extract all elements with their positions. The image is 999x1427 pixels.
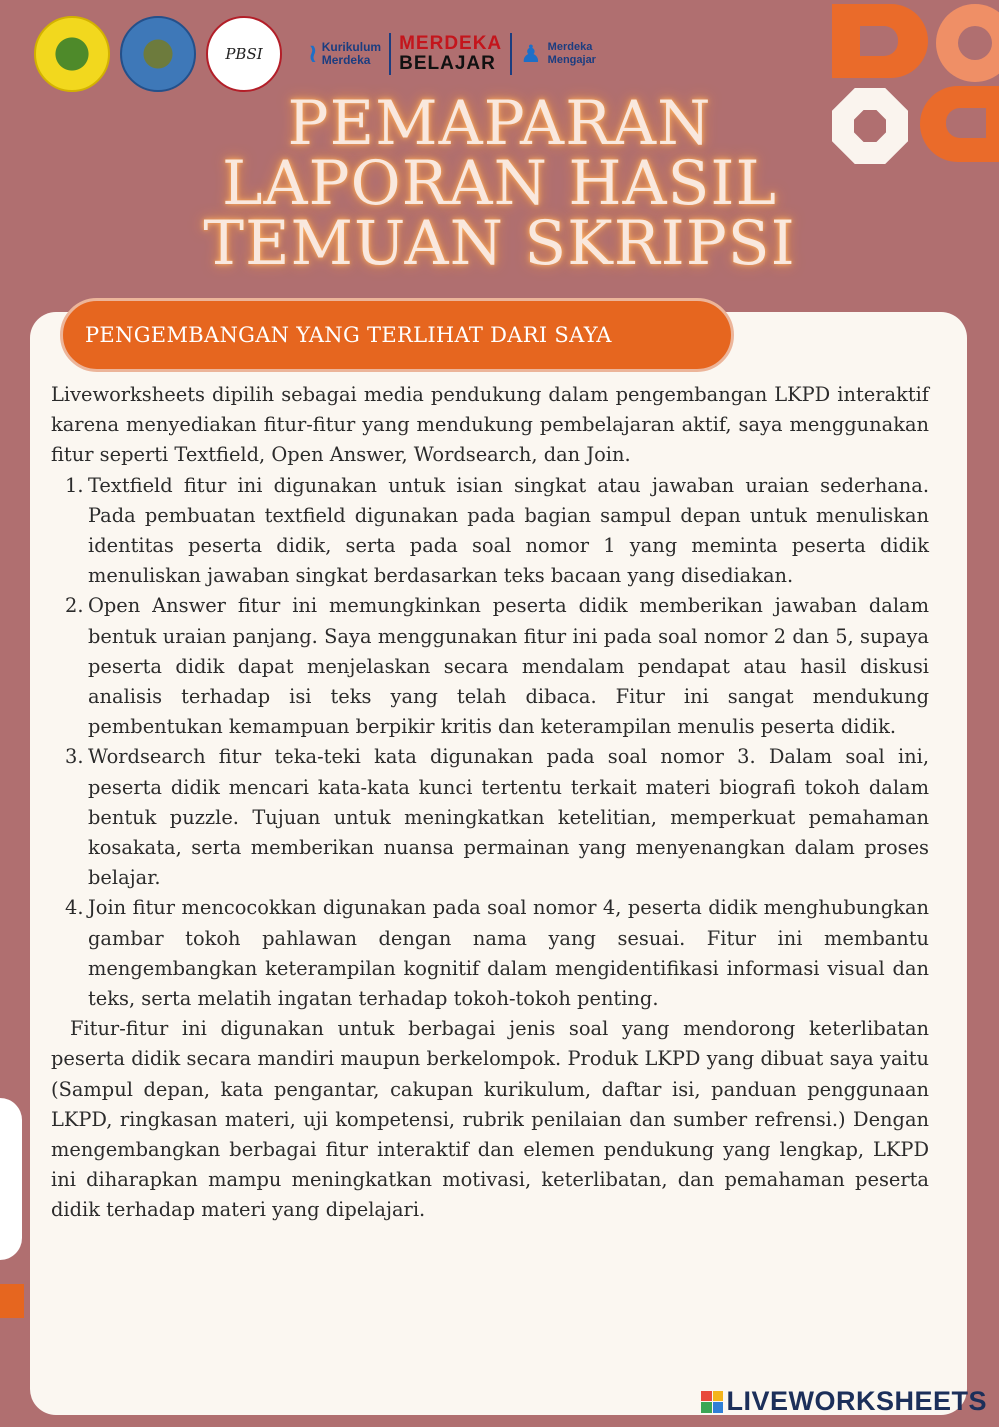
list-number: 3. bbox=[65, 745, 84, 769]
list-item-text: Textfield fitur ini digunakan untuk isian singkat atau jawaban uraian sederhana. Pada pembuatan textfield digunakan pada bagian sampul depan untuk menuliskan identitas peserta didik, serta pada soal nomor 1 yang meminta peserta didik menuliskan jawaban singkat berdasarkan teks bacaan yang disediakan. bbox=[88, 473, 929, 588]
merdeka-mengajar-line1: Merdeka bbox=[547, 41, 593, 53]
intro-paragraph: Liveworksheets dipilih sebagai media pendukung dalam pengembangan LKPD interaktif karena menyediakan fitur-fitur yang mendukung pembelajaran aktif, saya menggunakan fitur seperti Textfield, Open Answer, Wordsearch, dan Join. bbox=[51, 383, 929, 467]
list-item bbox=[51, 742, 929, 893]
pbsi-logo-text: PBSI bbox=[225, 45, 263, 63]
title-line-3: TEMUAN SKRIPSI bbox=[203, 208, 796, 279]
decorative-ring-shape bbox=[936, 4, 999, 82]
logo-divider bbox=[389, 33, 391, 75]
feature-list bbox=[51, 471, 929, 1015]
merdeka-mengajar-line2: Mengajar bbox=[547, 54, 596, 66]
logo-bar bbox=[34, 14, 596, 94]
merdeka-belajar-logo bbox=[399, 34, 502, 74]
section-heading: PENGEMBANGAN YANG TERLIHAT DARI SAYA bbox=[60, 298, 734, 372]
university-seal-logo bbox=[34, 16, 110, 92]
decorative-left-arc bbox=[0, 1098, 22, 1260]
list-item bbox=[51, 893, 929, 1014]
logo-divider bbox=[510, 33, 512, 75]
list-number: 1. bbox=[65, 473, 84, 497]
list-number: 2. bbox=[65, 594, 84, 618]
merdeka-belajar-line1: MERDEKA bbox=[399, 33, 503, 54]
liveworksheets-watermark bbox=[701, 1386, 987, 1417]
kurikulum-merdeka-logo bbox=[308, 39, 381, 69]
pbsi-logo bbox=[206, 16, 282, 92]
merdeka-belajar-line2: BELAJAR bbox=[399, 53, 496, 74]
list-number: 4. bbox=[65, 896, 84, 920]
list-item-text: Join fitur mencocokkan digunakan pada soal nomor 4, peserta didik menghubungkan gambar tokoh pahlawan dengan nama yang sesuai. Fitur ini membantu mengembangkan keterampilan kognitif dalam mengidentifikasi informasi visual dan teks, serta melatih ingatan terhadap tokoh-tokoh penting. bbox=[88, 896, 929, 1011]
title-line-2: LAPORAN HASIL bbox=[221, 148, 777, 219]
list-item bbox=[51, 471, 929, 592]
list-item bbox=[51, 591, 929, 742]
kurikulum-line2: Merdeka bbox=[321, 53, 371, 67]
decorative-d-shape bbox=[832, 4, 928, 78]
liveworksheets-logo-icon bbox=[701, 1391, 723, 1413]
kurikulum-figure-icon: ≀ bbox=[308, 39, 318, 69]
faculty-seal-logo bbox=[120, 16, 196, 92]
body-text bbox=[51, 380, 929, 1226]
list-item-text: Wordsearch fitur teka-teki kata digunakan pada soal nomor 3. Dalam soal ini, peserta didik mencari kata-kata kunci tertentu terkait materi biografi tokoh dalam bentuk puzzle. Tujuan untuk meningkatkan ketelitian, memperkuat pemahaman kosakata, serta memberikan nuansa permainan yang menyenangkan dalam proses belajar. bbox=[88, 745, 929, 890]
watermark-text: LIVEWORKSHEETS bbox=[726, 1386, 987, 1416]
merdeka-mengajar-logo bbox=[520, 40, 596, 68]
decorative-left-block bbox=[0, 1284, 24, 1318]
merdeka-mengajar-figure-icon: ♟ bbox=[520, 40, 542, 68]
list-item-text: Open Answer fitur ini memungkinkan peserta didik memberikan jawaban dalam bentuk uraian panjang. Saya menggunakan fitur ini pada soal nomor 2 dan 5, supaya peserta didik dapat menjelaskan secara mendalam pendapat atau hasil diskusi analisis terhadap isi teks yang telah dibaca. Fitur ini sangat mendukung pembentukan kemampuan berpikir kritis dan keterampilan menulis peserta didik. bbox=[88, 594, 929, 739]
title-line-1: PEMAPARAN bbox=[287, 88, 712, 159]
kurikulum-line1: Kurikulum bbox=[321, 40, 382, 54]
page-title bbox=[0, 88, 999, 279]
closing-paragraph: Fitur-fitur ini digunakan untuk berbagai jenis soal yang mendorong keterlibatan peserta didik secara mandiri maupun berkelompok. Produk LKPD yang dibuat saya yaitu (Sampul depan, kata pengantar, cakupan kurikulum, daftar isi, panduan penggunaan LKPD, ringkasan materi, uji kompetensi, rubrik penilaian dan sumber refrensi.) Dengan mengembangkan berbagai fitur interaktif dan elemen pendukung yang lengkap, LKPD ini diharapkan mampu meningkatkan motivasi, keterlibatan, dan pemahaman peserta didik terhadap materi yang dipelajari. bbox=[51, 1017, 929, 1222]
